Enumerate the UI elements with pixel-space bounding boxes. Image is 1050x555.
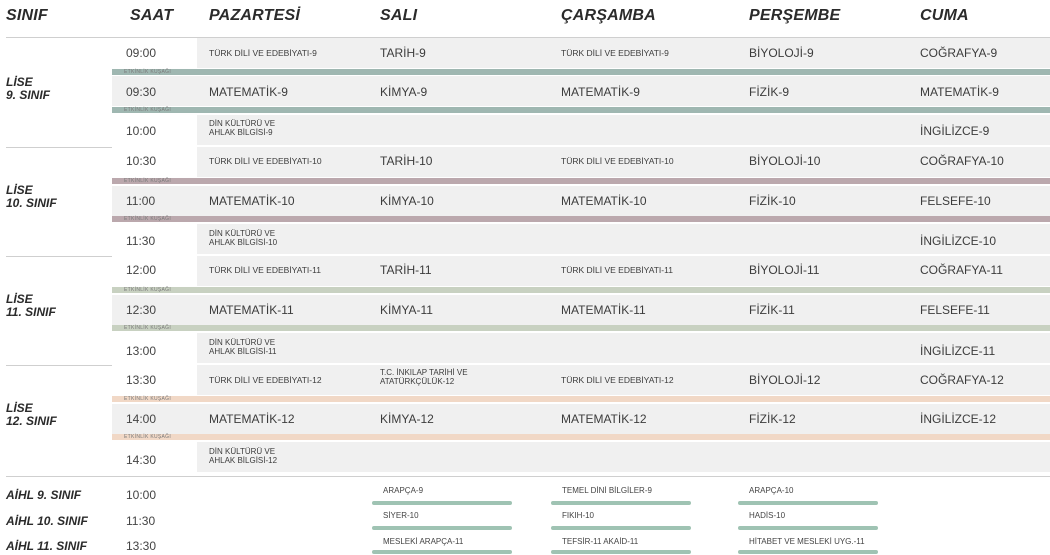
course-line: AHLAK BİLGİSİ-11 xyxy=(209,347,277,356)
time-cell: 09:30 xyxy=(126,85,157,99)
group-label-line1: LİSE xyxy=(6,401,33,415)
course-cell: BİYOLOJİ-12 xyxy=(749,373,821,387)
aihl-class-label: AİHL 9. SINIF xyxy=(6,488,82,502)
group-label-11 xyxy=(6,293,56,319)
course-cell: KİMYA-11 xyxy=(380,303,433,317)
course-cell: MATEMATİK-9 xyxy=(920,85,999,99)
time-cell: 10:00 xyxy=(126,124,157,138)
activity-break-bar xyxy=(112,396,1050,402)
aihl-course: FIKIH-10 xyxy=(562,511,595,520)
time-cell: 11:30 xyxy=(126,514,156,528)
course-line: DİN KÜLTÜRÜ VE xyxy=(209,338,276,347)
course-cell: TÜRK DİLİ VE EDEBİYATI-12 xyxy=(561,375,674,385)
group-label-line2: 12. SINIF xyxy=(6,414,57,428)
course-line: DİN KÜLTÜRÜ VE xyxy=(209,229,276,238)
aihl-course: SİYER-10 xyxy=(383,511,419,520)
course-cell xyxy=(209,119,275,137)
activity-break-bar xyxy=(112,325,1050,331)
course-cell: BİYOLOJİ-11 xyxy=(749,263,820,277)
activity-break-label: ETKİNLİK KUŞAĞI xyxy=(124,69,172,75)
aihl-course: HİTABET VE MESLEKİ UYG.-11 xyxy=(749,537,865,546)
header-thursday: PERŞEMBE xyxy=(749,7,841,24)
activity-break-label: ETKİNLİK KUŞAĞI xyxy=(124,434,172,440)
course-cell: KİMYA-9 xyxy=(380,85,428,99)
course-cell xyxy=(209,338,276,356)
aihl-course: ARAPÇA-9 xyxy=(383,486,424,495)
course-line: DİN KÜLTÜRÜ VE xyxy=(209,119,276,128)
aihl-course-bar xyxy=(551,526,691,530)
time-cell: 14:30 xyxy=(126,453,157,467)
header-friday: CUMA xyxy=(920,7,969,24)
course-cell: COĞRAFYA-11 xyxy=(920,263,1003,277)
aihl-course: MESLEKİ ARAPÇA-11 xyxy=(383,537,464,546)
course-cell: FİZİK-10 xyxy=(749,194,796,208)
course-cell: COĞRAFYA-12 xyxy=(920,373,1004,387)
header-monday: PAZARTESİ xyxy=(209,7,300,24)
course-cell: TÜRK DİLİ VE EDEBİYATI-12 xyxy=(209,375,322,385)
time-cell: 11:30 xyxy=(126,234,156,248)
time-cell: 13:30 xyxy=(126,373,157,387)
course-cell: MATEMATİK-11 xyxy=(209,303,294,317)
aihl-course-bar xyxy=(738,526,878,530)
course-line: T.C. İNKILAP TARİHİ VE xyxy=(380,368,468,377)
group-label-line2: 9. SINIF xyxy=(6,88,51,102)
course-cell: FELSEFE-11 xyxy=(920,303,990,317)
aihl-class-label: AİHL 10. SINIF xyxy=(6,514,88,528)
activity-break-label: ETKİNLİK KUŞAĞI xyxy=(124,396,172,402)
time-cell: 10:00 xyxy=(126,488,157,502)
course-line: DİN KÜLTÜRÜ VE xyxy=(209,447,276,456)
course-cell: İNGİLİZCE-10 xyxy=(920,234,997,248)
aihl-course: TEFSİR-11 AKAİD-11 xyxy=(562,537,639,546)
time-cell: 11:00 xyxy=(126,194,156,208)
aihl-course-bar xyxy=(551,501,691,505)
aihl-course-bar xyxy=(738,550,878,554)
group-label-line1: LİSE xyxy=(6,292,33,306)
course-cell: BİYOLOJİ-9 xyxy=(749,46,814,60)
header-time: SAAT xyxy=(130,7,174,24)
activity-break-bar xyxy=(112,434,1050,440)
course-cell: TÜRK DİLİ VE EDEBİYATI-11 xyxy=(209,265,321,275)
aihl-course-bar xyxy=(372,501,512,505)
activity-break-bar xyxy=(112,178,1050,184)
course-cell: KİMYA-10 xyxy=(380,194,434,208)
course-cell: İNGİLİZCE-12 xyxy=(920,412,997,426)
course-cell: TÜRK DİLİ VE EDEBİYATI-10 xyxy=(209,156,322,166)
aihl-course-bar xyxy=(551,550,691,554)
activity-break-label: ETKİNLİK KUŞAĞI xyxy=(124,178,172,184)
aihl-course: ARAPÇA-10 xyxy=(749,486,794,495)
aihl-course-bar xyxy=(372,550,512,554)
course-cell xyxy=(380,368,468,386)
course-cell: COĞRAFYA-10 xyxy=(920,154,1004,168)
course-cell: TARİH-9 xyxy=(380,46,426,60)
course-cell: TÜRK DİLİ VE EDEBİYATI-9 xyxy=(561,48,669,58)
group-label-line2: 11. SINIF xyxy=(6,305,56,319)
aihl-course: TEMEL DİNİ BİLGİLER-9 xyxy=(562,486,652,495)
course-cell: MATEMATİK-9 xyxy=(209,85,288,99)
time-cell: 09:00 xyxy=(126,46,157,60)
time-cell: 13:00 xyxy=(126,344,157,358)
course-cell: FİZİK-12 xyxy=(749,412,796,426)
course-cell: COĞRAFYA-9 xyxy=(920,46,998,60)
course-cell: MATEMATİK-12 xyxy=(209,412,295,426)
time-cell: 12:30 xyxy=(126,303,157,317)
activity-break-label: ETKİNLİK KUŞAĞI xyxy=(124,287,172,293)
header-class: SINIF xyxy=(6,7,48,24)
course-cell: TÜRK DİLİ VE EDEBİYATI-10 xyxy=(561,156,674,166)
course-cell xyxy=(209,229,277,247)
activity-break-label: ETKİNLİK KUŞAĞI xyxy=(124,107,172,113)
aihl-course-bar xyxy=(738,501,878,505)
course-cell: MATEMATİK-12 xyxy=(561,412,647,426)
time-cell: 12:00 xyxy=(126,263,157,277)
course-cell: TARİH-11 xyxy=(380,263,432,277)
course-cell: MATEMATİK-10 xyxy=(561,194,647,208)
course-cell: TÜRK DİLİ VE EDEBİYATI-9 xyxy=(209,48,317,58)
activity-break-bar xyxy=(112,69,1050,75)
group-label-line1: LİSE xyxy=(6,183,33,197)
course-cell: MATEMATİK-9 xyxy=(561,85,640,99)
group-label-line2: 10. SINIF xyxy=(6,196,57,210)
course-cell: TÜRK DİLİ VE EDEBİYATI-11 xyxy=(561,265,673,275)
activity-break-bar xyxy=(112,287,1050,293)
header-tuesday: SALI xyxy=(380,7,418,24)
course-line: AHLAK BİLGİSİ-9 xyxy=(209,128,273,137)
time-cell: 14:00 xyxy=(126,412,157,426)
activity-break-label: ETKİNLİK KUŞAĞI xyxy=(124,325,172,331)
group-divider xyxy=(6,476,1050,477)
group-label-12 xyxy=(6,402,57,428)
course-cell xyxy=(209,447,277,465)
group-label-9 xyxy=(6,76,50,102)
activity-break-bar xyxy=(112,216,1050,222)
group-label-line1: LİSE xyxy=(6,75,33,89)
course-cell: KİMYA-12 xyxy=(380,412,434,426)
course-cell: İNGİLİZCE-9 xyxy=(920,124,990,138)
aihl-class-label: AİHL 11. SINIF xyxy=(6,539,87,553)
header-wednesday: ÇARŞAMBA xyxy=(561,7,656,24)
aihl-course-bar xyxy=(372,526,512,530)
group-label-10 xyxy=(6,184,57,210)
course-cell: FELSEFE-10 xyxy=(920,194,991,208)
activity-break-label: ETKİNLİK KUŞAĞI xyxy=(124,216,172,222)
course-cell: BİYOLOJİ-10 xyxy=(749,154,821,168)
time-cell: 13:30 xyxy=(126,539,157,553)
course-cell: MATEMATİK-10 xyxy=(209,194,295,208)
time-cell: 10:30 xyxy=(126,154,157,168)
course-cell: FİZİK-11 xyxy=(749,303,795,317)
course-line: AHLAK BİLGİSİ-10 xyxy=(209,238,278,247)
course-cell: FİZİK-9 xyxy=(749,85,790,99)
course-cell: İNGİLİZCE-11 xyxy=(920,344,996,358)
course-line: AHLAK BİLGİSİ-12 xyxy=(209,456,278,465)
activity-break-bar xyxy=(112,107,1050,113)
course-cell: MATEMATİK-11 xyxy=(561,303,646,317)
aihl-course: HADİS-10 xyxy=(749,511,786,520)
course-line: ATATÜRKÇÜLÜK-12 xyxy=(380,377,455,386)
course-cell: TARİH-10 xyxy=(380,154,433,168)
